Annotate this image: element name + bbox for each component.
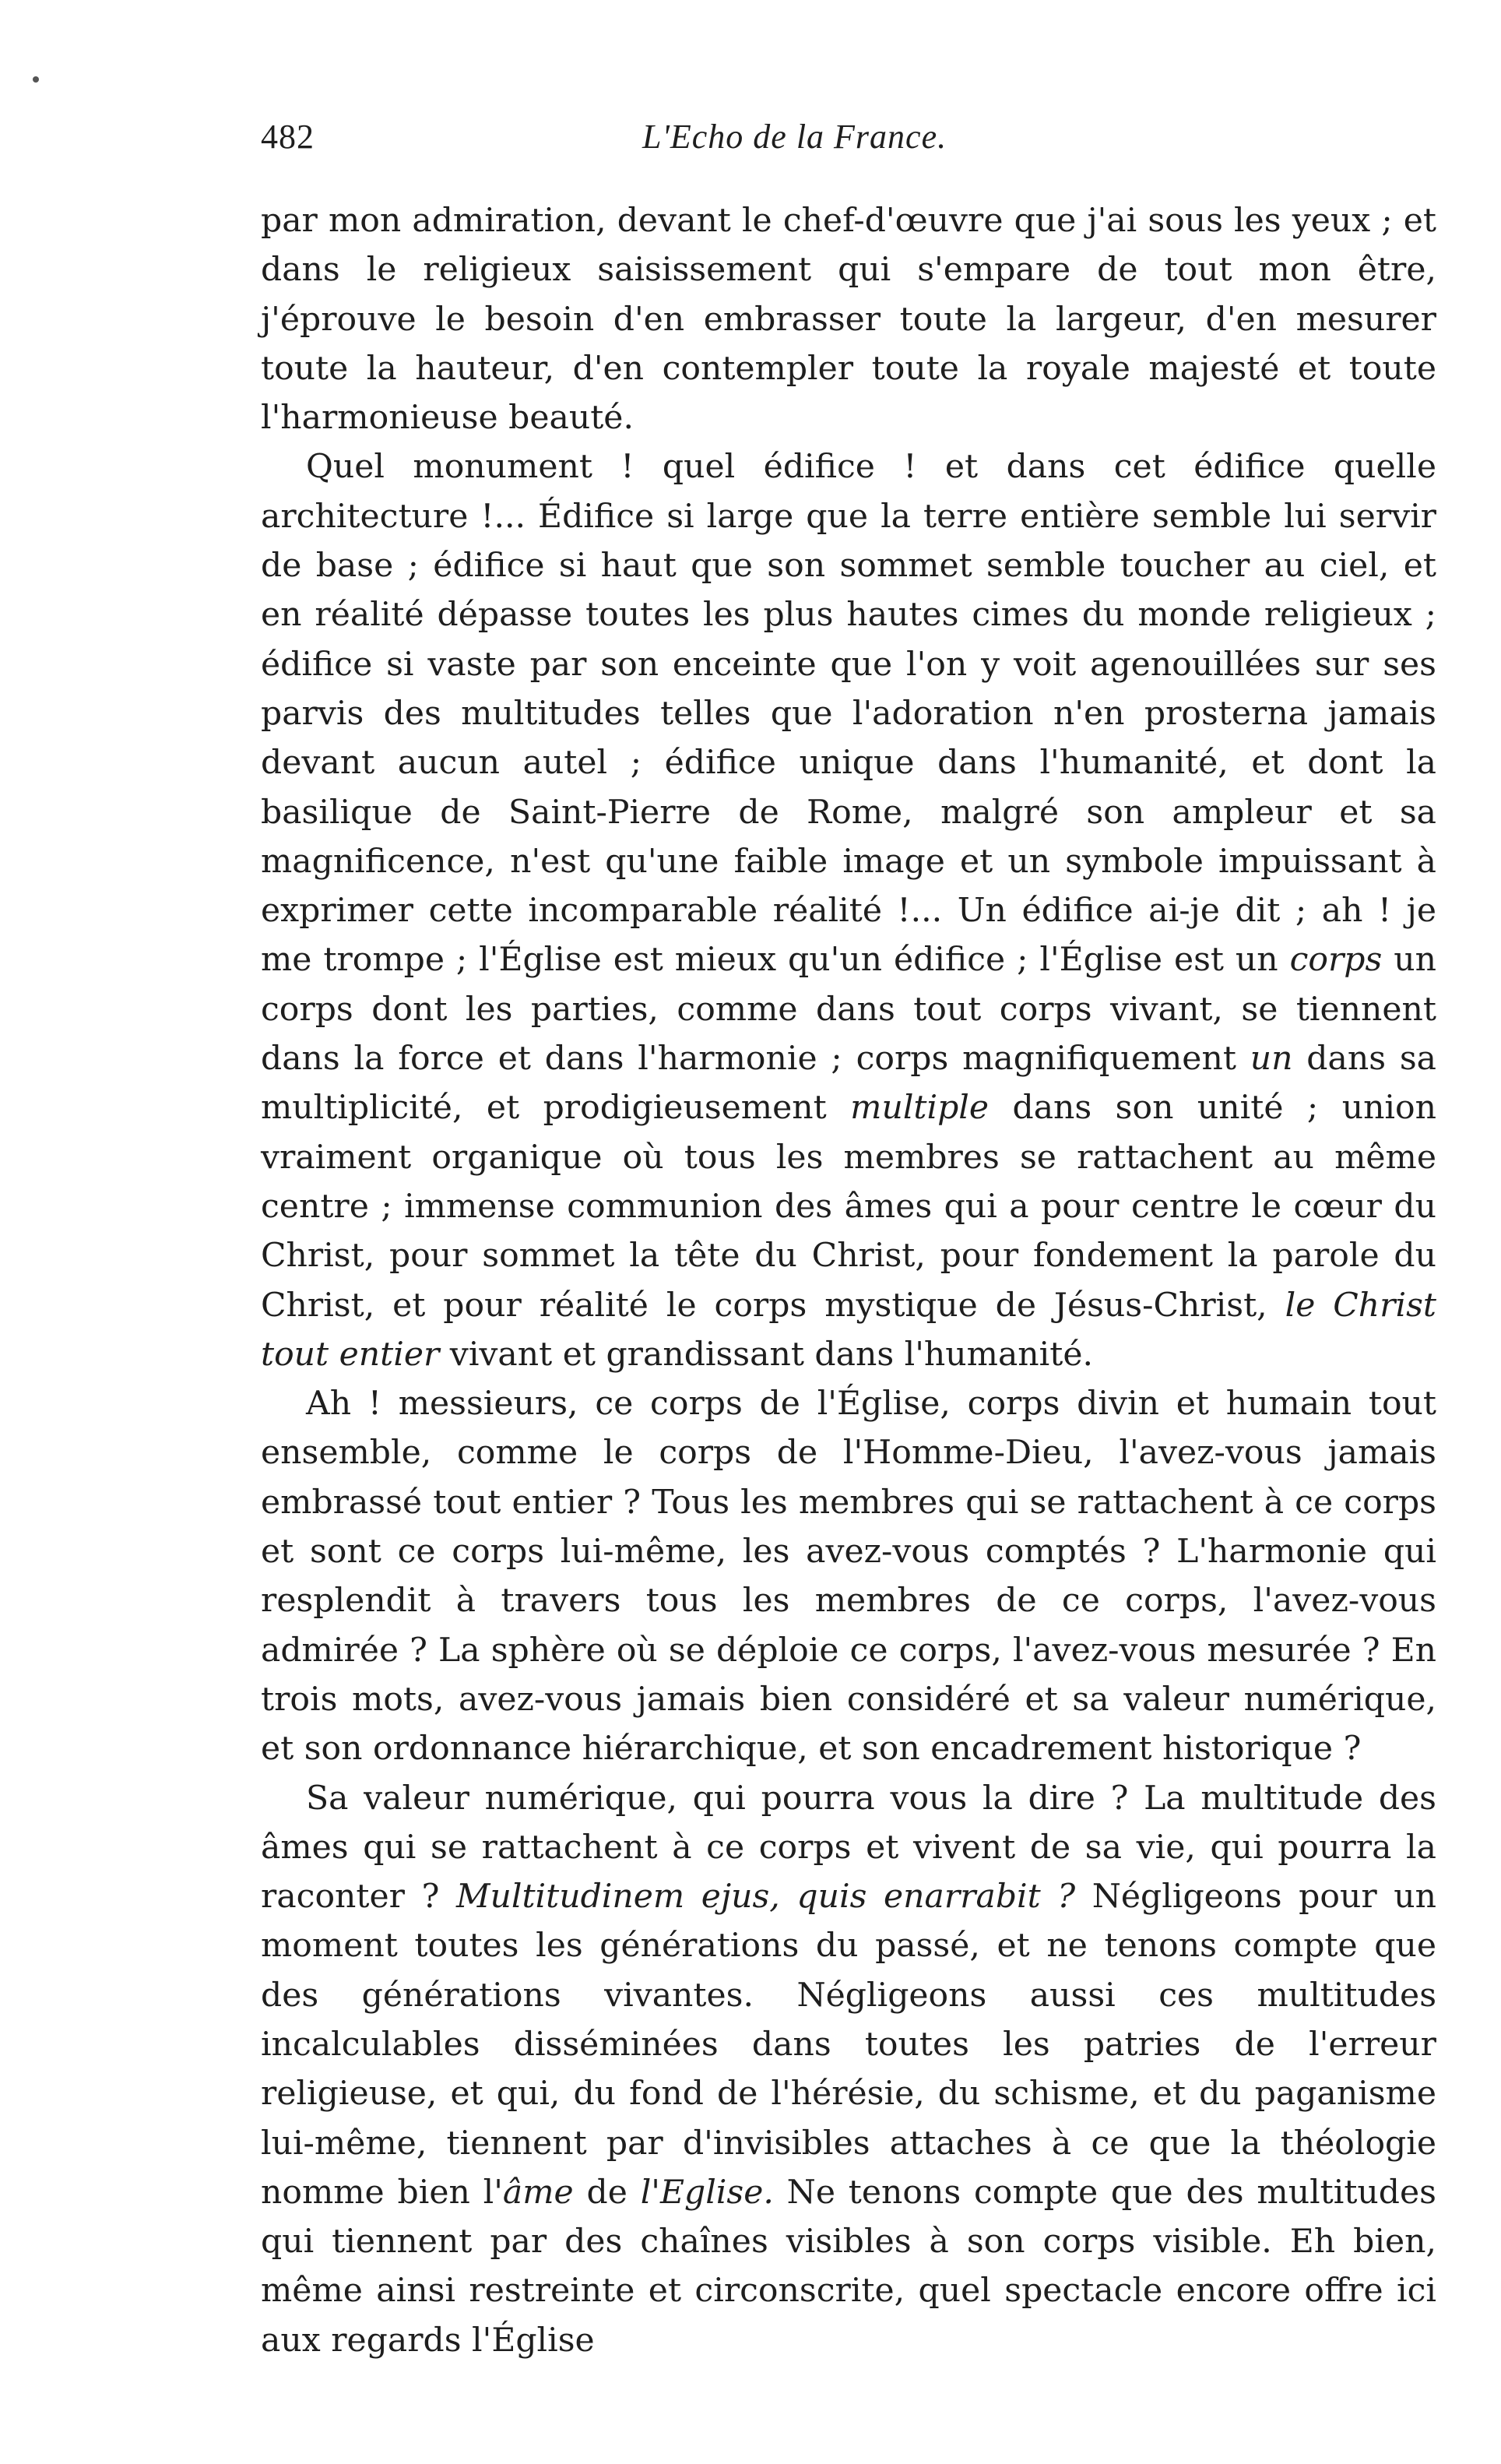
text-segment: Quel monument ! quel édifice ! et dans cet édifice quelle architecture !... Édifice si large que la terre entière semble lui servir de base ; édifice si haut que son sommet semble toucher au ciel, et en réalité dépasse toutes les plus hautes cimes du monde religieux ; édifice si vaste par son enceinte que l'on y voit agenouillées sur ses parvis des multitudes telles que l'adoration n'en prosterna jamais devant aucun autel ; édifice unique dans l'humanité, et dont la basilique de Saint-Pierre de Rome, malgré son ampleur et sa magnificence, n'est qu'une faible image et un symbole impuissant à exprimer cette incomparable réalité !... Un édifice ai-je dit ; ah ! je me trompe ; l'Église est mieux qu'un édifice ; l'Église est un [261, 448, 1436, 980]
stray-ink-dot [33, 76, 39, 83]
paragraph [261, 196, 1436, 442]
text-segment: Négligeons pour un moment toutes les générations du passé, et ne tenons compte que des générations vivantes. Négligeons aussi ces multitudes incalculables disséminées dans toutes les patries de l'erreur religieuse, et qui, du fond de l'hérésie, du schisme, et du paganisme lui-même, tiennent par d'invisibles attaches à ce que la théologie nomme bien l' [261, 1878, 1436, 2212]
text-segment: de [573, 2173, 641, 2212]
page-header [261, 117, 1436, 179]
text-segment: Ne tenons compte que des multitudes qui tiennent par des chaînes visibles à son corps visible. Eh bien, même ainsi restreinte et circonscrite, quel spectacle encore offre ici aux regards l'Église [261, 2173, 1436, 2360]
italic-text-segment: Multitudinem ejus, quis enarrabit ? [455, 1878, 1076, 1917]
italic-text-segment: le Christ tout entier [261, 1286, 1436, 1374]
text-segment: dans son unité ; union vraiment organique où tous les membres se rattachent au même centre ; immense communion des âmes qui a pour centre le cœur du Christ, pour sommet la tête du Christ, pour fondement la parole du Christ, et pour réalité le corps mystique de Jésus-Christ, [261, 1089, 1436, 1325]
text-segment: dans sa multiplicité, et prodigieusement [261, 1040, 1436, 1128]
book-page [261, 117, 1436, 2365]
body-text [261, 196, 1436, 2365]
italic-text-segment: multiple [850, 1089, 990, 1128]
text-segment: vivant et grandissant dans l'humanité. [439, 1335, 1094, 1374]
paragraph [261, 1774, 1436, 2366]
text-segment: par mon admiration, devant le chef-d'œuvre que j'ai sous les yeux ; et dans le religieux saisissement qui s'empare de tout mon être, j'éprouve le besoin d'en embrasser toute la largeur, d'en mesurer toute la hauteur, d'en contempler toute la royale majesté et toute l'harmonieuse beauté. [261, 202, 1436, 438]
text-segment: un corps dont les parties, comme dans tout corps vivant, se tiennent dans la force et dans l'harmonie ; corps magnifiquement [261, 941, 1436, 1079]
text-segment: Sa valeur numérique, qui pourra vous la dire ? La multitude des âmes qui se rattachent à ce corps et vivent de sa vie, qui pourra la raconter ? [261, 1779, 1436, 1917]
italic-text-segment: un [1250, 1040, 1293, 1079]
paragraph [261, 1379, 1436, 1773]
italic-text-segment: l'Eglise. [640, 2173, 774, 2212]
running-title: L'Echo de la France. [642, 118, 947, 156]
page-number: 482 [261, 118, 315, 156]
italic-text-segment: corps [1289, 941, 1383, 980]
text-segment: Ah ! messieurs, ce corps de l'Église, corps divin et humain tout ensemble, comme le corps de l'Homme-Dieu, l'avez-vous jamais embrassé tout entier ? Tous les membres qui se rattachent à ce corps et sont ce corps lui-même, les avez-vous comptés ? L'harmonie qui resplendit à travers tous les membres de ce corps, l'avez-vous admirée ? La sphère où se déploie ce corps, l'avez-vous mesurée ? En trois mots, avez-vous jamais bien considéré et sa valeur numérique, et son ordonnance hiérarchique, et son encadrement historique ? [261, 1385, 1436, 1769]
paragraph [261, 442, 1436, 1379]
italic-text-segment: âme [502, 2173, 574, 2212]
